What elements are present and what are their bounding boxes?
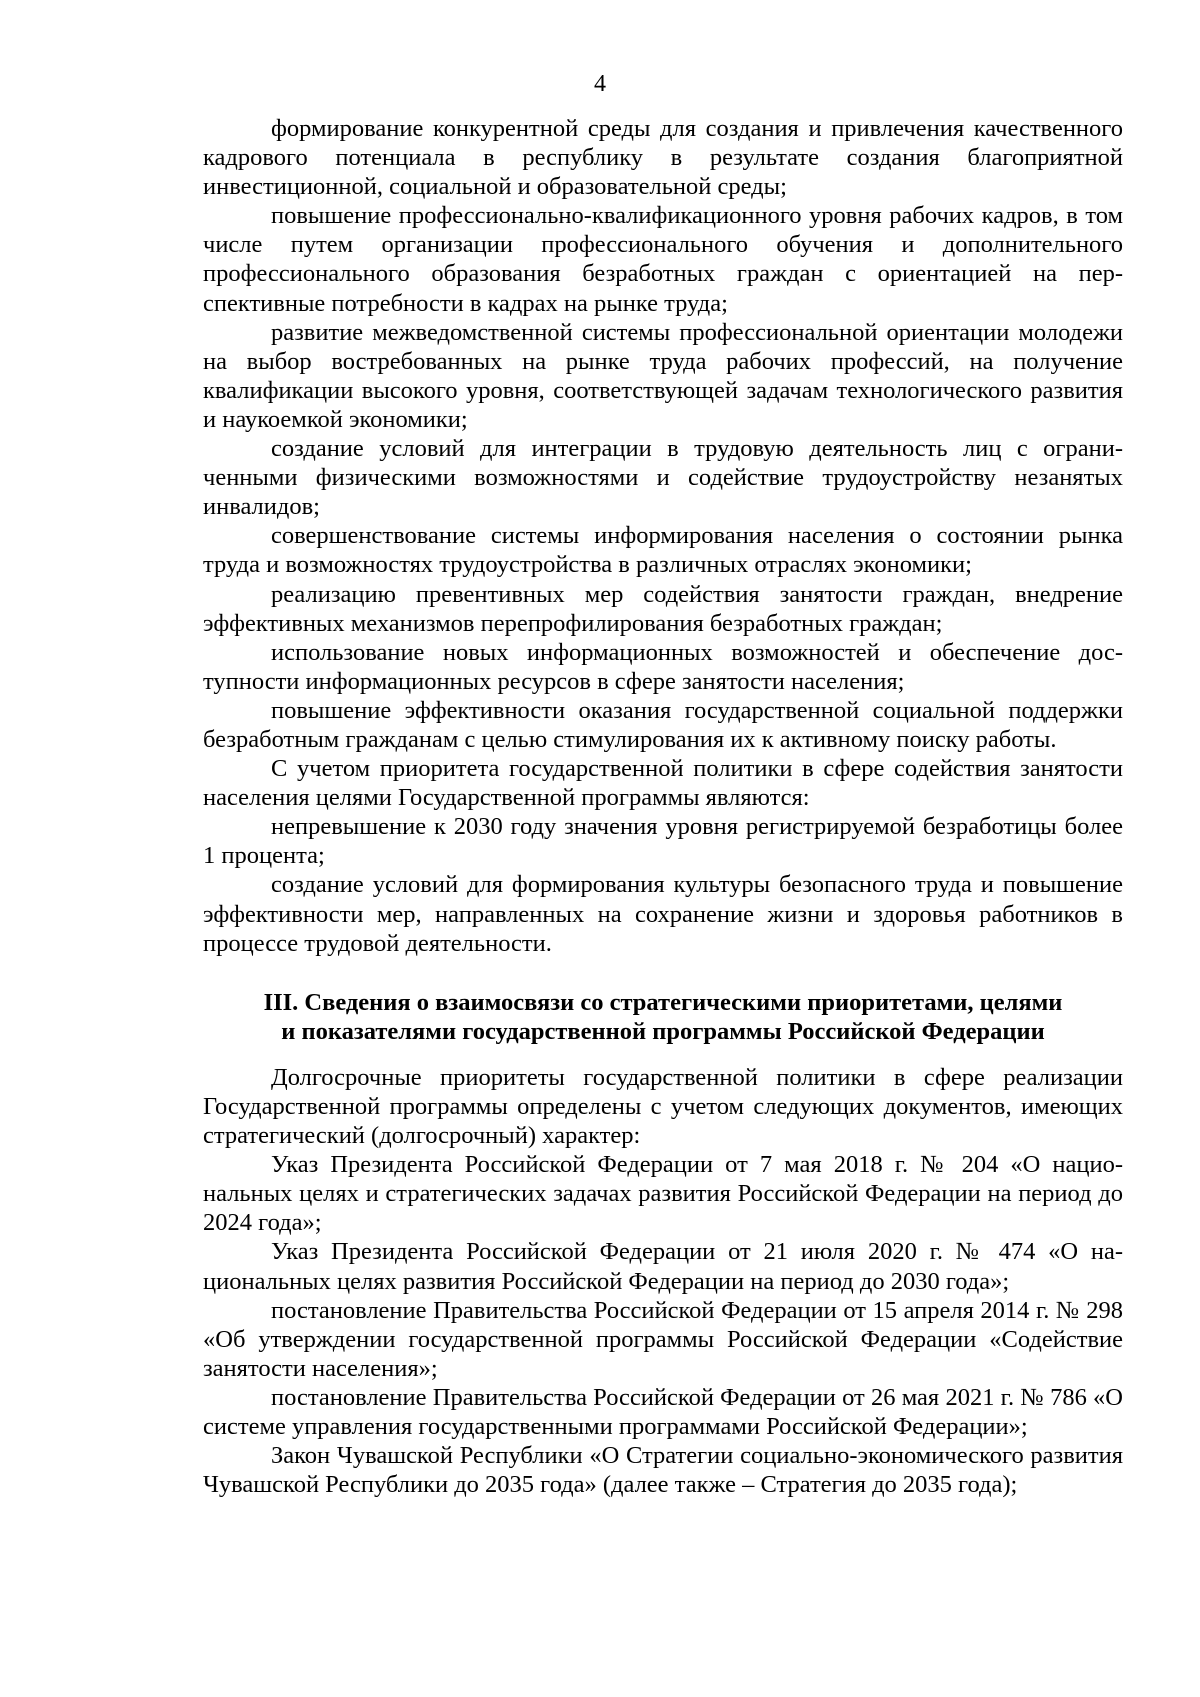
paragraph: создание условий для интеграции в трудовую деятельность лиц с ограниченными физическими возможностями и содействие трудоустройству незанятых инвалидов;	[203, 435, 1123, 521]
paragraph: Указ Президента Российской Федерации от 7 мая 2018 г. № 204 «О национальных целях и стратегических задачах развития Российской Федерации на период до 2024 года»;	[203, 1151, 1123, 1237]
page-number: 4	[594, 71, 606, 97]
paragraph: совершенствование системы информирования населения о состоянии рынка труда и возможностях трудоустройства в различных отраслях экономики;	[203, 522, 1123, 579]
paragraph: постановление Правительства Российской Федерации от 15 апреля 2014 г. № 298 «Об утверждении государственной программы Российской Федерации «Содействие занятости населения»;	[203, 1296, 1123, 1382]
paragraph: использование новых информационных возможностей и обеспечение доступности информационных ресурсов в сфере занятости населения;	[203, 638, 1123, 695]
paragraph: реализацию превентивных мер содействия занятости граждан, внедрение эффективных механизмов перепрофилирования безработных граждан;	[203, 580, 1123, 637]
paragraph: создание условий для формирования культуры безопасного труда и повышение эффективности мер, направленных на сохранение жизни и здоровья работников в процессе трудовой деятельности.	[203, 871, 1123, 957]
paragraph: повышение профессионально-квалификационного уровня рабочих кадров, в том числе путем организации профессионального обучения и дополнительного профессионального образования безработных граждан с ориентацией на перспективные потребности в кадрах на рынке труда;	[203, 202, 1123, 317]
section-heading-line: III. Сведения о взаимосвязи со стратегическими приоритетами, целями	[263, 988, 1063, 1016]
paragraph: непревышение к 2030 году значения уровня регистрируемой безработицы более 1 процента;	[203, 813, 1123, 870]
paragraph: Указ Президента Российской Федерации от 21 июля 2020 г. № 474 «О национальных целях развития Российской Федерации на период до 2030 года»;	[203, 1238, 1123, 1295]
paragraph: Долгосрочные приоритеты государственной политики в сфере реализации Государственной программы определены с учетом следующих документов, имеющих стратегический (долгосрочный) характер:	[203, 1063, 1123, 1150]
section-heading	[203, 988, 1123, 1046]
section-heading-line: и показателями государственной программы Российской Федерации	[281, 1017, 1045, 1045]
paragraph: формирование конкурентной среды для создания и привлечения качественного кадрового потенциала в республику в результате создания благоприятной инвестиционной, социальной и образовательной среды;	[203, 115, 1123, 201]
paragraph: Закон Чувашской Республики «О Стратегии социально-экономического развития Чувашской Республики до 2035 года» (далее также – Стратегия до 2035 года);	[203, 1442, 1123, 1499]
paragraph: развитие межведомственной системы профессиональной ориентации молодежи на выбор востребованных на рынке труда рабочих профессий, на получение квалификации высокого уровня, соответствующей задачам технологического развития и наукоемкой экономики;	[203, 318, 1123, 433]
paragraph: С учетом приоритета государственной политики в сфере содействия занятости населения целями Государственной программы являются:	[203, 755, 1123, 812]
paragraph: повышение эффективности оказания государственной социальной поддержки безработным гражданам с целью стимулирования их к активному поиску работы.	[203, 696, 1123, 753]
paragraph: постановление Правительства Российской Федерации от 26 мая 2021 г. № 786 «О системе управления государственными программами Российской Федерации»;	[203, 1383, 1123, 1441]
document-body	[203, 114, 1123, 1499]
